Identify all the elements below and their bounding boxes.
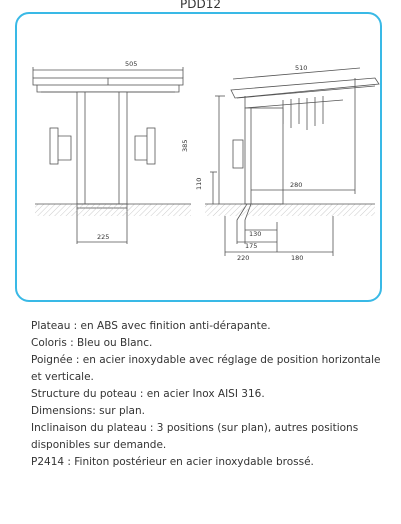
desc-line-inclinaison: Inclinaison du plateau : 3 positions (sur plan), autres positions disponibles sur demande. — [31, 422, 359, 451]
dim-front-base: 225 — [97, 233, 110, 241]
ground-side — [205, 204, 375, 216]
desc-line-p2414: P2414 : Finiton postérieur en acier inoxydable brossé. — [31, 456, 314, 468]
dim-180: 180 — [291, 254, 304, 262]
dim-side-width: 510 — [295, 64, 308, 72]
dim-height: 385 — [181, 139, 189, 152]
desc-line-poignee: Poignée : en acier inoxydable avec réglage de position horizontale et verticale. — [31, 354, 381, 383]
dim-low-height: 110 — [195, 177, 203, 190]
desc-line-dimensions: Dimensions: sur plan. — [31, 405, 145, 417]
dim-175: 175 — [245, 242, 258, 250]
desc-line-plateau: Plateau : en ABS avec finition anti-dérapante. — [31, 320, 271, 332]
technical-drawing — [15, 12, 382, 302]
ground-front — [35, 204, 191, 216]
product-title: PDD12 — [180, 0, 221, 11]
dim-220: 220 — [237, 254, 250, 262]
front-view — [33, 67, 183, 244]
desc-line-coloris: Coloris : Bleu ou Blanc. — [31, 337, 153, 349]
dim-depth: 280 — [290, 181, 303, 189]
desc-line-structure: Structure du poteau : en acier Inox AISI 316. — [31, 388, 265, 400]
dim-130: 130 — [249, 230, 262, 238]
side-view — [210, 68, 379, 256]
product-description — [31, 318, 381, 471]
dim-front-width: 505 — [125, 60, 138, 68]
